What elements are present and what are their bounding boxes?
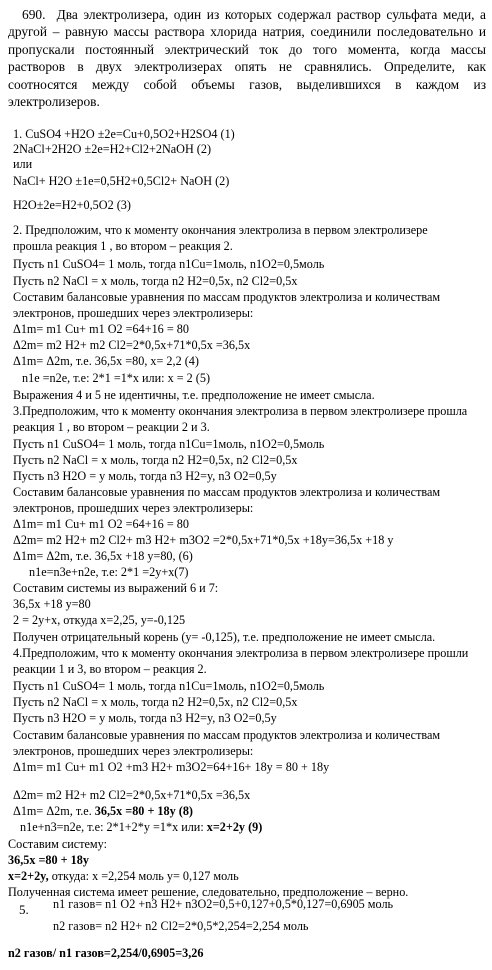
case-4-eq8-bold: 36,5x =80 + 18y (8) <box>94 804 193 818</box>
equation-3: H2O±2e=H2+0,5O2 (3) <box>13 198 131 212</box>
equation-1: 1. CuSO4 +H2O ±2e=Cu+0,5O2+H2SO4 (1) <box>13 127 235 141</box>
case-2-heading: 2. Предположим, что к моменту окончания электролиза в первом электролизере <box>13 223 428 237</box>
case-4-text: реакции 1 и 3, во втором – реакция 2. <box>13 662 207 676</box>
case-2-n1: Пусть n1 CuSO4= 1 моль, тогда n1Cu=1моль, n1O2=0,5моль <box>13 257 325 271</box>
case-2-eq4: Δ1m= Δ2m, т.е. 36,5x =80, x= 2,2 (4) <box>13 354 199 368</box>
case-3-system-eq1: 36,5x +18 y=80 <box>13 597 91 611</box>
case-3-conclusion: Получен отрицательный корень (y= -0,125), т.е. предположение не имеет смысла. <box>13 630 436 644</box>
case-4-conclusion: Полученная система имеет решение, следовательно, предположение – верно. <box>8 885 409 899</box>
case-4-balance: Составим балансовые уравнения по массам продуктов электролиза и количествам <box>13 728 441 742</box>
text-or: или <box>13 157 33 171</box>
case-3-balance-cont: электронов, прошедших через электролизеры: <box>13 501 254 515</box>
problem-number: 690. <box>22 7 46 22</box>
case-3-n3: Пусть n3 H2O = y моль, тогда n3 H2=y, n3 O2=0,5y <box>13 469 277 483</box>
case-2-balance-cont: электронов, прошедших через электролизеры: <box>13 306 254 320</box>
case-3-n1: Пусть n1 CuSO4= 1 моль, тогда n1Cu=1моль, n1O2=0,5моль <box>13 437 325 451</box>
problem-statement <box>8 6 486 110</box>
case-4-n1: Пусть n1 CuSO4= 1 моль, тогда n1Cu=1моль, n1O2=0,5моль <box>13 679 325 693</box>
case-2-conclusion: Выражения 4 и 5 не идентичны, т.е. предположение не имеет смысла. <box>13 388 375 402</box>
case-4-d2m: Δ2m= m2 H2+ m2 Cl2=2*0,5x+71*0,5x =36,5x <box>13 788 251 802</box>
case-3-heading: 3.Предположим, что к моменту окончания электролиза в первом электролизере прошла <box>13 404 468 418</box>
equation-2-alt: NaCl+ H2O ±1e=0,5H2+0,5Cl2+ NaOH (2) <box>13 174 230 188</box>
case-3-balance: Составим балансовые уравнения по массам продуктов электролиза и количествам <box>13 485 441 499</box>
case-2-text: прошла реакция 1 , во втором – реакция 2. <box>13 239 233 253</box>
case-4-system-solution: откуда: x =2,254 моль y= 0,127 моль <box>48 869 239 883</box>
case-4-heading: 4.Предположим, что к моменту окончания электролиза в первом электролизере прошли <box>13 646 469 660</box>
case-4-eq8-prefix: Δ1m= Δ2m, т.е. <box>13 804 95 818</box>
case-3-system: Составим системы из выражений 6 и 7: <box>13 581 219 595</box>
case-3-system-eq2: 2 = 2y+x, откуда x=2,25, y=-0,125 <box>13 613 186 627</box>
case-3-eq7: n1e=n3e+n2e, т.е: 2*1 =2y+x(7) <box>29 565 189 579</box>
case-4-system-eq2-bold: x=2+2y, <box>8 869 49 883</box>
case-3-n2: Пусть n2 NaCl = x моль, тогда n2 H2=0,5x, n2 Cl2=0,5x <box>13 453 298 467</box>
gas-n1: n1 газов= n1 O2 +n3 H2+ n3O2=0,5+0,127+0,5*0,127=0,6905 моль <box>53 897 394 911</box>
equation-2: 2NaCl+2H2O ±2e=H2+Cl2+2NaOH (2) <box>13 142 212 156</box>
case-3-eq6: Δ1m= Δ2m, т.е. 36,5x +18 y=80, (6) <box>13 549 193 563</box>
case-2-d2m: Δ2m= m2 H2+ m2 Cl2=2*0,5x+71*0,5x =36,5x <box>13 338 251 352</box>
case-4-n3: Пусть n3 H2O = y моль, тогда n3 H2=y, n3 O2=0,5y <box>13 711 277 725</box>
case-4-eq8 <box>13 804 193 818</box>
case-4-balance-cont: электронов, прошедших через электролизеры: <box>13 744 254 758</box>
case-2-d1m: Δ1m= m1 Cu+ m1 O2 =64+16 = 80 <box>13 322 189 336</box>
case-4-eq9 <box>20 820 262 834</box>
case-4-eq9-prefix: n1e+n3=n2e, т.е: 2*1+2*y =1*x или: <box>20 820 207 834</box>
final-answer: n2 газов/ n1 газов=2,254/0,6905=3,26 <box>8 946 204 960</box>
case-2-n2: Пусть n2 NaCl = x моль, тогда n2 H2=0,5x, n2 Cl2=0,5x <box>13 274 298 288</box>
case-4-eq9-bold: x=2+2y (9) <box>206 820 263 834</box>
case-4-d1m: Δ1m= m1 Cu+ m1 O2 +m3 H2+ m3O2=64+16+ 18y = 80 + 18y <box>13 760 330 774</box>
case-4-n2: Пусть n2 NaCl = x моль, тогда n2 H2=0,5x, n2 Cl2=0,5x <box>13 695 298 709</box>
problem-text: Два электролизера, один из которых содержал раствор сульфата меди, а другой – равную массы раствора хлорида натрия, соединили последовательно и пропускали постоянный электрический ток до того момента, когда массы растворов в двух электролизерах опять не сравнялись. Определите, как соотносятся между собой объемы газов, выделившихся в каждом из электролизеров. <box>8 7 486 110</box>
gas-n2: n2 газов= n2 H2+ n2 Cl2=2*0,5*2,254=2,254 моль <box>53 919 309 933</box>
step-5-number: 5. <box>19 902 29 917</box>
case-4-system-eq1: 36,5x =80 + 18y <box>8 853 89 867</box>
case-4-system: Составим систему: <box>8 837 107 851</box>
case-3-d1m: Δ1m= m1 Cu+ m1 O2 =64+16 = 80 <box>13 517 189 531</box>
case-2-balance: Составим балансовые уравнения по массам продуктов электролиза и количествам <box>13 290 441 304</box>
case-4-system-eq2 <box>8 869 239 883</box>
case-3-d2m: Δ2m= m2 H2+ m2 Cl2+ m3 H2+ m3O2 =2*0,5x+71*0,5x +18y=36,5x +18 y <box>13 533 394 547</box>
case-3-text: реакция 1 , во втором – реакции 2 и 3. <box>13 420 210 434</box>
case-2-eq5: n1e =n2e, т.е: 2*1 =1*x или: x = 2 (5) <box>22 371 211 385</box>
